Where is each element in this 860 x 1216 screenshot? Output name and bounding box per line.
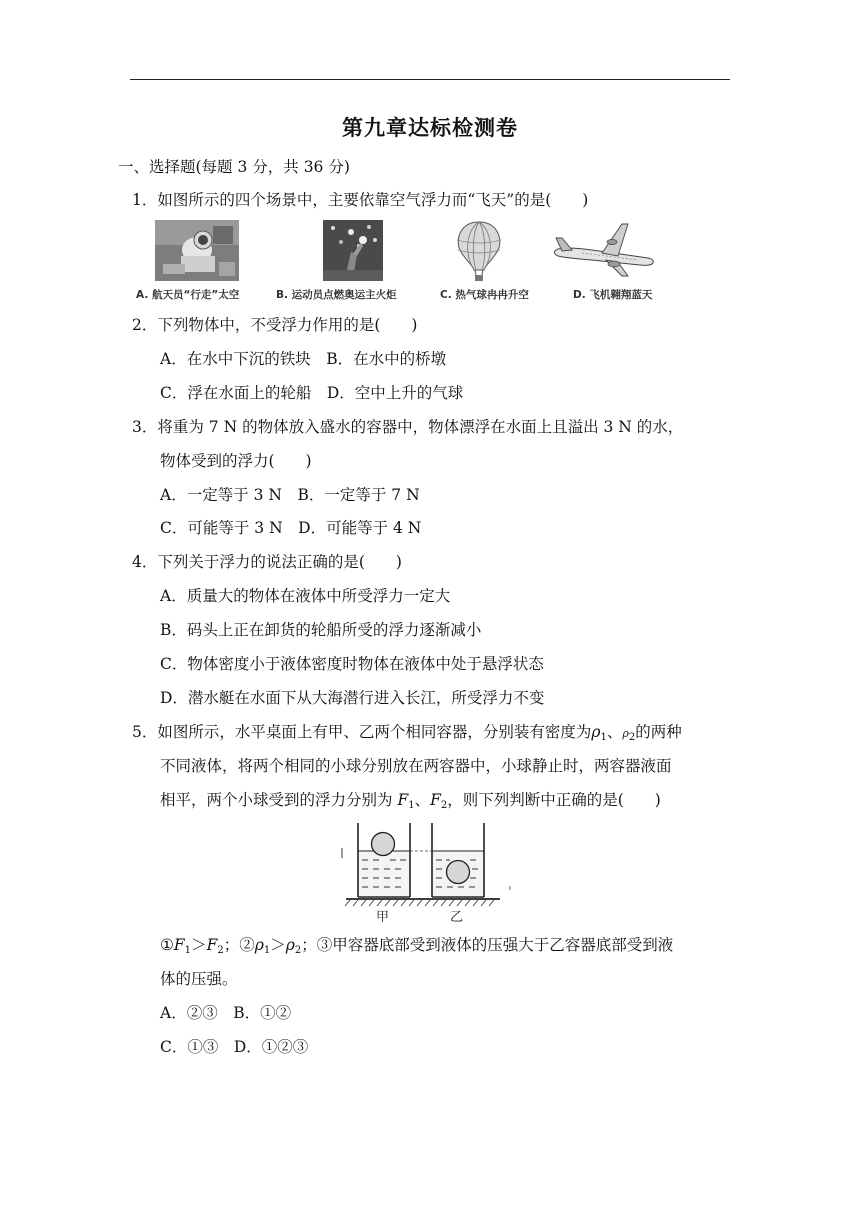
two-containers-diagram [340, 820, 515, 925]
caption-b: B. 运动员点燃奥运主火炬 [276, 289, 397, 301]
page-title: 第九章达标检测卷 [342, 116, 518, 140]
hot-air-balloon-drawing [452, 220, 506, 282]
question-5-stem-line-2: 不同液体，将两个相同的小球分别放在两容器中，小球静止时，两容器液面 [160, 757, 672, 775]
question-4-option-d: D．潜水艇在水面下从大海潜行进入长江，所受浮力不变 [160, 689, 545, 707]
torch-photo [323, 220, 383, 281]
question-5-stem-line-3: 相平，两个小球受到的浮力分别为 $F_1$、$F_2$，则下列判断中正确的是( ) [160, 791, 661, 811]
caption-a: A. 航天员“行走”太空 [136, 289, 240, 301]
question-4-option-c: C．物体密度小于液体密度时物体在液体中处于悬浮状态 [160, 655, 544, 673]
question-5-options-ab: A．②③ B．①② [160, 1004, 292, 1022]
caption-d: D. 飞机翱翔蓝天 [573, 289, 653, 301]
question-4-stem: 4．下列关于浮力的说法正确的是( ) [132, 553, 402, 571]
question-2-stem: 2．下列物体中，不受浮力作用的是( ) [132, 316, 418, 334]
header-rule [130, 79, 730, 80]
question-1-stem: 1．如图所示的四个场景中，主要依靠空气浮力而“飞天”的是( ) [132, 191, 589, 209]
question-3-options-cd: C．可能等于 3 N D．可能等于 4 N [160, 519, 422, 537]
question-4-option-a: A．质量大的物体在液体中所受浮力一定大 [160, 587, 451, 605]
section-heading: 一、选择题(每题 3 分，共 36 分) [118, 158, 350, 176]
question-5-options-cd: C．①③ D．①②③ [160, 1038, 309, 1056]
label-yi: 乙 [450, 910, 464, 925]
question-5-statements-continued: 体的压强。 [160, 970, 238, 988]
question-2-options-cd: C．浮在水面上的轮船 D．空中上升的气球 [160, 384, 464, 402]
question-5-statements: $①F_1>F_2$；$②\rho_1>\rho_2$；③甲容器底部受到液体的压强大于乙容器底部受到液 [160, 936, 674, 956]
question-3-stem-continued: 物体受到的浮力( ) [160, 452, 312, 470]
caption-c: C. 热气球冉冉升空 [440, 289, 529, 301]
question-3-options-ab: A．一定等于 3 N B．一定等于 7 N [160, 486, 420, 504]
question-2-options-ab: A．在水中下沉的铁块 B．在水中的桥墩 [160, 350, 447, 368]
question-5-stem-line-1: 5．如图所示，水平桌面上有甲、乙两个相同容器，分别装有密度为$\rho_1$、$\rho_2$的两种 [132, 723, 682, 743]
question-3-stem: 3．将重为 7 N 的物体放入盛水的容器中，物体漂浮在水面上且溢出 3 N 的水， [132, 418, 684, 436]
astronaut-photo [155, 220, 239, 281]
airplane-drawing [552, 220, 658, 278]
label-jia: 甲 [376, 910, 390, 925]
question-4-option-b: B．码头上正在卸货的轮船所受的浮力逐渐减小 [160, 621, 482, 639]
